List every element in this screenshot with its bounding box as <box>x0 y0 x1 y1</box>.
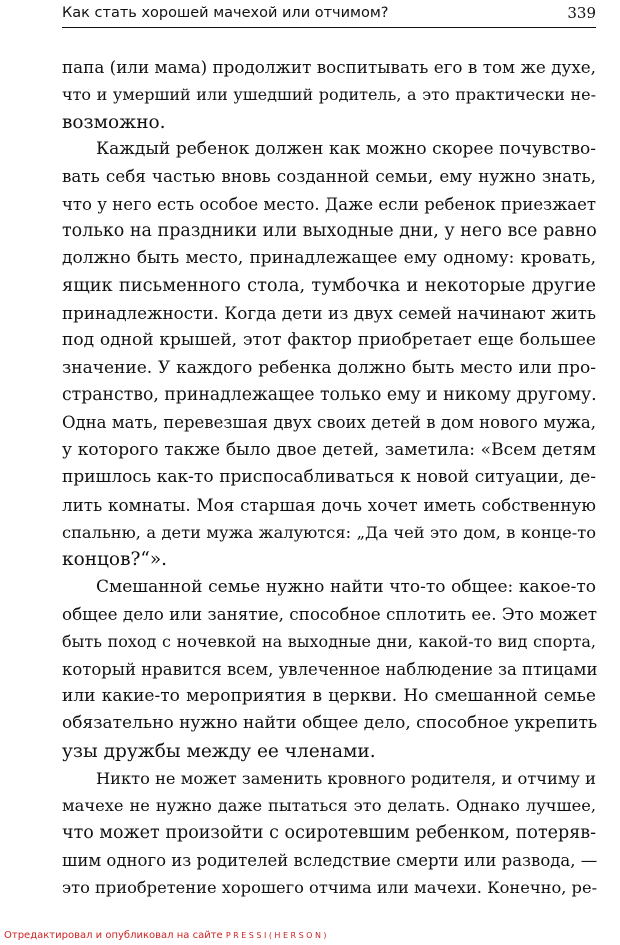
text-line: лить комнаты. Моя старшая дочь хочет иметь собственную <box>62 494 596 515</box>
text-line: концов?“». <box>62 549 168 571</box>
text-line: общее дело или занятие, способное сплотить ее. Это может <box>62 603 598 624</box>
text-line: значение. У каждого ребенка должно быть место или про- <box>62 357 596 378</box>
text-line: или какие-то мероприятия в церкви. Но смешанной семье <box>62 685 596 706</box>
text-line: что может произойти с осиротевшим ребенком, потеряв- <box>62 822 596 843</box>
footer-credit <box>4 929 329 943</box>
text-line: узы дружбы между ее членами. <box>62 740 376 762</box>
text-line: который нравится всем, увлеченное наблюдение за птицами <box>62 659 598 679</box>
page-number: 339 <box>567 4 596 22</box>
text-line: ящик письменного стола, тумбочка и некоторые другие <box>62 275 596 296</box>
text-line: что у него есть особое место. Даже если ребенок приезжает <box>62 194 596 214</box>
text-line: пришлось как-то приспосабливаться к новой ситуации, де- <box>62 467 596 488</box>
text-line: только на праздники или выходные дни, у него все равно <box>62 221 597 242</box>
text-line: принадлежности. Когда дети из двух семей начинают жить <box>62 303 596 324</box>
text-line: должно быть место, принадлежащее ему одному: кровать, <box>62 248 596 269</box>
text-line: Каждый ребенок должен как можно скорее почувство- <box>96 139 596 160</box>
footer-credit-text: Отредактировал и опубликовал на сайте <box>4 930 226 941</box>
text-line: Никто не может заменить кровного родителя, и отчиму и <box>96 768 596 788</box>
footer-site-name: PRESSI(HERSON) <box>225 931 330 940</box>
body-text <box>62 54 596 902</box>
text-line: быть поход с ночевкой на выходные дни, какой-то вид спорта, <box>62 632 596 652</box>
text-line: странство, принадлежащее только ему и никому другому. <box>62 385 597 406</box>
text-line: что и умерший или ушедший родитель, а это практически не- <box>62 85 596 105</box>
text-line: возможно. <box>62 111 166 133</box>
text-line: Одна мать, перевезшая двух своих детей в дом нового мужа, <box>62 413 596 433</box>
running-title: Как стать хорошей мачехой или отчимом? <box>62 5 389 21</box>
header-rule <box>62 27 596 28</box>
text-line: спальню, а дети мужа жалуются: „Да чей это дом, в конце-то <box>62 522 596 542</box>
text-line: шим одного из родителей вследствие смерти или развода, — <box>62 850 598 870</box>
running-header <box>62 2 596 26</box>
text-line: под одной крышей, этот фактор приобретает еще большее <box>62 330 596 351</box>
text-line: это приобретение хорошего отчима или мачехи. Конечно, ре- <box>62 878 598 898</box>
text-line: мачехе не нужно даже пытаться это делать. Однако лучшее, <box>62 796 596 816</box>
text-line: у которого также было двое детей, заметила: «Всем детям <box>62 439 596 460</box>
text-line: обязательно нужно найти общее дело, способное укрепить <box>62 713 598 734</box>
text-line: папа (или мама) продолжит воспитывать его в том же духе, <box>62 57 596 77</box>
text-line: вать себя частью вновь созданной семьи, ему нужно знать, <box>62 166 596 187</box>
text-line: Смешанной семье нужно найти что-то общее: какое-то <box>96 576 596 597</box>
